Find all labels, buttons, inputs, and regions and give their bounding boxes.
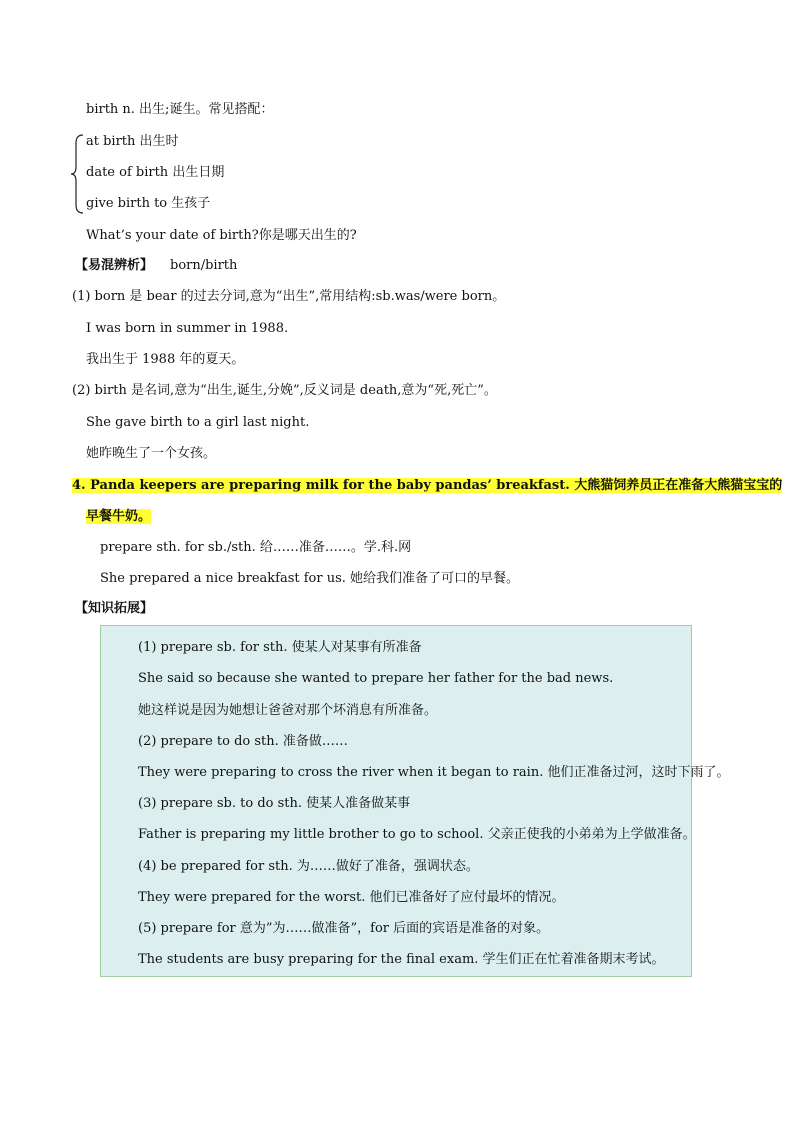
confusion-example-en: I was born in summer in 1988. — [86, 321, 289, 336]
confusion-point-2: (2) birth 是名词,意为“出生,诞生,分娩”,反义词是 death,意为“死,死亡”。 — [72, 383, 497, 398]
phrase-item: date of birth 出生日期 — [86, 165, 225, 180]
extension-line: They were prepared for the worst. 他们已准备好了应付最坏的情况。 — [138, 890, 565, 905]
confusion-example-en: She gave birth to a girl last night. — [86, 415, 310, 430]
extension-line: (2) prepare to do sth. 准备做…… — [138, 734, 348, 749]
phrase-item: at birth 出生时 — [86, 134, 179, 149]
extension-line: The students are busy preparing for the final exam. 学生们正在忙着准备期末考试。 — [138, 952, 665, 967]
birth-example: What’s your date of birth?你是哪天出生的? — [86, 228, 357, 243]
item-4-title-cont — [86, 508, 151, 526]
extension-line: (5) prepare for 意为”为……做准备”，for 后面的宾语是准备的对象。 — [138, 921, 550, 936]
extension-line: (4) be prepared for sth. 为……做好了准备，强调状态。 — [138, 859, 479, 874]
item-4-title — [72, 477, 782, 495]
confusion-example-cn: 她昨晚生了一个女孩。 — [86, 446, 217, 461]
birth-intro: birth n. 出生;诞生。常见搭配： — [86, 102, 274, 117]
confusion-words: born/birth — [170, 258, 238, 273]
item-4-title-line1: 4. Panda keepers are preparing milk for the baby pandas’ breakfast. 大熊猫饲养员正在准备大熊猫宝宝的 — [72, 478, 783, 493]
extension-line: 她这样说是因为她想让爸爸对那个坏消息有所准备。 — [138, 703, 438, 718]
extension-heading: 【知识拓展】 — [75, 601, 154, 616]
brace-icon — [70, 133, 84, 215]
extension-line: She said so because she wanted to prepare her father for the bad news. — [138, 671, 614, 686]
extension-line: They were preparing to cross the river when it began to rain. 他们正准备过河，这时下雨了。 — [138, 765, 730, 780]
extension-line: Father is preparing my little brother to go to school. 父亲正使我的小弟弟为上学做准备。 — [138, 827, 696, 842]
item-4-example: She prepared a nice breakfast for us. 她给我们准备了可口的早餐。 — [100, 571, 520, 586]
item-4-usage: prepare sth. for sb./sth. 给……准备……。学.科.网 — [100, 540, 412, 555]
extension-box — [100, 625, 730, 977]
extension-line: (3) prepare sb. to do sth. 使某人准备做某事 — [138, 796, 411, 811]
confusion-point-1: (1) born 是 bear 的过去分词,意为“出生”,常用结构:sb.was/were born。 — [72, 289, 506, 304]
extension-line: (1) prepare sb. for sth. 使某人对某事有所准备 — [138, 640, 422, 655]
confusion-heading: 【易混辨析】 — [75, 258, 154, 273]
phrase-item: give birth to 生孩子 — [86, 196, 211, 211]
confusion-example-cn: 我出生于 1988 年的夏天。 — [86, 352, 245, 367]
item-4-title-line2: 早餐牛奶。 — [86, 509, 152, 524]
